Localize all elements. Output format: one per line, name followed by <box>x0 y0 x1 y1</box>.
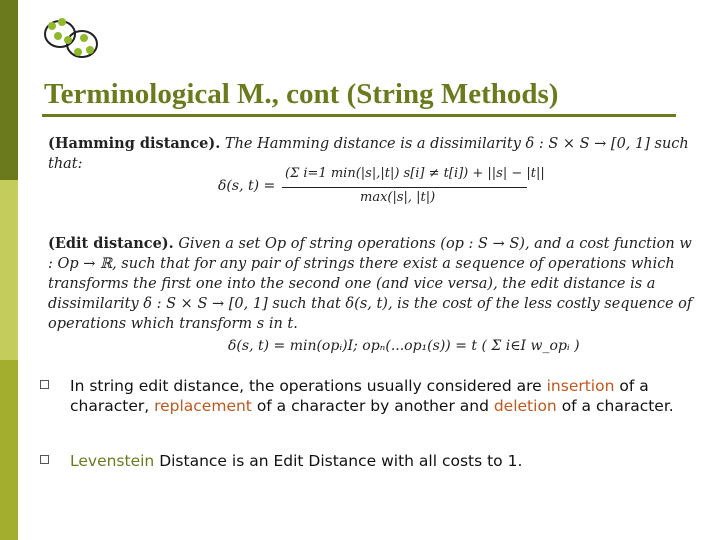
hamming-text: The Hamming distance is a dissimilarity δ : S × S → [0, 1] such that: <box>48 136 689 172</box>
side-bar-medium <box>0 360 18 540</box>
edit-definition <box>48 234 693 334</box>
bullet-text: Distance is an Edit Distance with all costs to 1. <box>154 452 523 470</box>
bullet-text: In string edit distance, the operations usually considered are <box>70 377 542 395</box>
edit-text: Given a set Op of string operations (op : S → S), and a cost function w : Op → ℝ, such that for any pair of strings there exist a sequence of operations which transforms the first one into the second one (and vice versa), the edit distance is a dissimilarity δ : S × S → [0, 1] such that δ(s, t), is the cost of the less costly sequence of operations which transform s in t. <box>48 236 693 332</box>
hamming-numerator: (Σ i=1 min(|s|,|t|) s[i] ≠ t[i]) + ||s| − |t|| <box>285 166 545 181</box>
term-insertion: insertion <box>546 377 615 395</box>
bullet-text: of a character. <box>556 397 674 415</box>
bullet-levenstein <box>40 451 680 471</box>
term-levenstein: Levenstein <box>70 452 155 470</box>
side-bar-light <box>0 180 18 360</box>
bullet-square-icon <box>40 455 49 464</box>
page-title: Terminological M., cont (String Methods) <box>44 78 559 110</box>
side-bar-dark <box>0 0 18 180</box>
title-underline <box>42 114 676 117</box>
bullet-text: of a character, <box>70 377 649 415</box>
term-deletion: deletion <box>493 397 557 415</box>
hamming-fraction-line <box>282 187 527 188</box>
term-replacement: replacement <box>154 397 252 415</box>
edit-label: (Edit distance). <box>48 235 174 252</box>
edit-formula: δ(s, t) = min(opᵢ)I; opₙ(...op₁(s)) = t ( Σ i∈I w_opᵢ ) <box>228 338 580 354</box>
hamming-denominator: max(|s|, |t|) <box>360 190 436 205</box>
hamming-formula-lhs: δ(s, t) = <box>218 178 276 194</box>
bullet-square-icon <box>40 380 49 389</box>
bullet-edit-operations <box>40 376 680 416</box>
bullet-text: of a character by another and <box>251 397 494 415</box>
logo-icon <box>40 14 108 64</box>
hamming-label: (Hamming distance). <box>48 135 221 152</box>
